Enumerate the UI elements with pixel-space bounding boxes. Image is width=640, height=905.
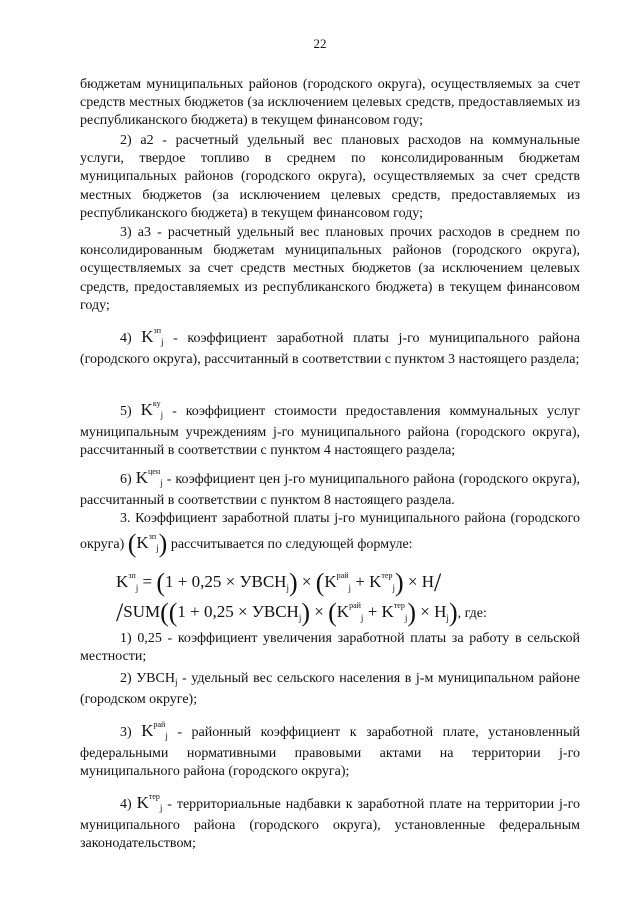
formula-sup: рай — [336, 571, 349, 580]
formula-k: K — [369, 572, 382, 591]
coefficient-superscript: зп — [148, 532, 157, 542]
formula-k: K — [336, 602, 350, 621]
paren: ( — [156, 568, 166, 597]
paren: ) — [301, 598, 311, 627]
coefficient-symbol: K — [135, 468, 149, 487]
formula-sum: SUM — [123, 602, 161, 621]
formula-sub: j — [392, 583, 395, 593]
coefficient-symbol: K — [141, 721, 154, 740]
uvsn-text: - удельный вес сельского населения в j-м муниципальном районе (городском округе); — [80, 671, 580, 708]
coefficient-symbol: K — [136, 533, 149, 553]
formula-term: 1 + 0,25 × УВСН — [165, 572, 287, 591]
formula-times: × — [310, 602, 329, 621]
paren: ) — [394, 568, 404, 597]
formula-sub: j — [286, 583, 289, 593]
paren: ) — [407, 598, 417, 627]
formula-sup: рай — [349, 601, 361, 610]
formula-term: 1 + 0,25 × УВСН — [177, 602, 299, 621]
coefficient-superscript: цен — [148, 467, 161, 476]
coefficient-symbol: K — [141, 327, 154, 346]
intro-text-end: рассчитывается по следующей формуле: — [167, 537, 413, 553]
formula-sub: j — [135, 583, 139, 593]
coefficient-superscript: тер — [148, 792, 160, 801]
paragraph-k-cen — [80, 463, 580, 510]
formula-where: , где: — [457, 606, 487, 621]
uvsn-label: 2) УВСН — [120, 671, 175, 686]
paragraph-a2: 2) а2 - расчетный удельный вес плановых расходов на коммунальные услуги, твердое топливо в среднем по консолидированным бюджетам муниципальных районов (городского округа), осуществляемых за счет средств местных бюджетов (за исключением целевых средств, предоставляемых из республиканского бюджета) в текущем финансовом году; — [80, 133, 580, 221]
definition-text: - районный коэффициент к заработной плате, установленный федеральными нормативными правовыми актами на территории j-го муниципального района (городского округа); — [80, 725, 581, 780]
formula-k: K — [324, 572, 337, 591]
paragraph-k-zp — [80, 322, 580, 369]
formula-k: K — [116, 572, 129, 591]
formula-line-1 — [116, 566, 441, 598]
formula-plus: + — [363, 602, 382, 621]
formula-sub: j — [446, 613, 449, 623]
coefficient-symbol: K — [136, 793, 149, 812]
coefficient-subscript: j — [159, 803, 163, 813]
formula-sup: зп — [128, 571, 136, 580]
uvsn-subscript: j — [174, 677, 178, 687]
paren-close: ) — [158, 529, 168, 559]
paren: (( — [160, 598, 178, 627]
item-number: 3) — [120, 725, 132, 740]
coefficient-subscript: j — [156, 543, 159, 554]
paren-open: ( — [127, 529, 137, 559]
coefficient-subscript: j — [165, 731, 168, 741]
paragraph-k-ku — [80, 395, 580, 461]
coefficient-superscript: рай — [153, 720, 166, 729]
definition-text: - коэффициент заработной платы j-го муниципального района (городского округа), рассчитанный в соответствии с пунктом 3 настоящего раздела; — [80, 331, 580, 368]
formula-sub: j — [404, 613, 408, 623]
paragraph-k-rai — [80, 716, 580, 782]
formula-plus: + — [351, 572, 370, 591]
paragraph-k-ter — [80, 788, 580, 854]
page-number: 22 — [313, 36, 327, 51]
coefficient-subscript: j — [161, 337, 164, 347]
formula-slash: / — [434, 568, 442, 597]
item-number: 4) — [120, 331, 132, 346]
paragraph-continuation: бюджетам муниципальных районов (городского округа), осуществляемых за счет средств местных бюджетов (за исключением целевых средств, предоставляемых из республиканского бюджета) в текущем финансовом году; — [80, 77, 580, 129]
formula-tail: × H — [403, 572, 435, 591]
paragraph-rural-coef: 1) 0,25 - коэффициент увеличения заработной платы за работу в сельской местности; — [80, 631, 580, 665]
coefficient-superscript: зп — [153, 326, 161, 335]
paren: ) — [448, 598, 458, 627]
item-number: 6) — [120, 472, 132, 487]
item-number: 5) — [120, 404, 132, 419]
coefficient-superscript: ку — [152, 399, 161, 408]
definition-text: - территориальные надбавки к заработной плате на территории j-го муниципального района (городского округа), установленные федеральным законодательством; — [80, 797, 580, 852]
formula-sub: j — [348, 583, 352, 593]
coefficient-subscript: j — [160, 478, 163, 488]
coefficient-subscript: j — [160, 410, 164, 420]
paren: ( — [315, 568, 325, 597]
paren: ( — [328, 598, 337, 627]
paragraph-uvsn — [80, 670, 580, 709]
formula-sup: тер — [381, 571, 393, 580]
formula-tail: × H — [416, 602, 447, 621]
paragraph-a3: 3) а3 - расчетный удельный вес плановых прочих расходов в среднем по консолидированным бюджетам муниципальных районов (городского округа), осуществляемых за счет средств местных бюджетов (за исключением целевых средств, предоставляемых из республиканского бюджета) в текущем финансовом году; — [80, 225, 580, 313]
paren: ) — [288, 568, 298, 597]
coefficient-symbol: K — [140, 400, 153, 419]
item-number: 4) — [120, 797, 132, 812]
paragraph-formula-intro — [80, 510, 580, 557]
formula-sub: j — [360, 613, 364, 623]
formula-slash: / — [116, 598, 124, 627]
definition-text: - коэффициент стоимости предоставления коммунальных услуг муниципальным учреждениям j-го муниципального района (городского округа), рассчитанный в соответствии с пунктом 4 настоящего раздела; — [80, 404, 580, 459]
formula-k: K — [381, 602, 394, 621]
intro-text: 3. Коэффициент заработной платы j-го муниципального района (городского округа) — [80, 511, 580, 553]
formula-line-2 — [116, 596, 487, 628]
formula-times: × — [297, 572, 316, 591]
formula-sub: j — [298, 613, 302, 623]
formula-equals: = — [138, 572, 157, 591]
formula-sup: тер — [393, 601, 405, 610]
definition-text: - коэффициент цен j-го муниципального района (городского округа), рассчитанный в соответствии с пунктом 8 настоящего раздела. — [80, 472, 581, 509]
